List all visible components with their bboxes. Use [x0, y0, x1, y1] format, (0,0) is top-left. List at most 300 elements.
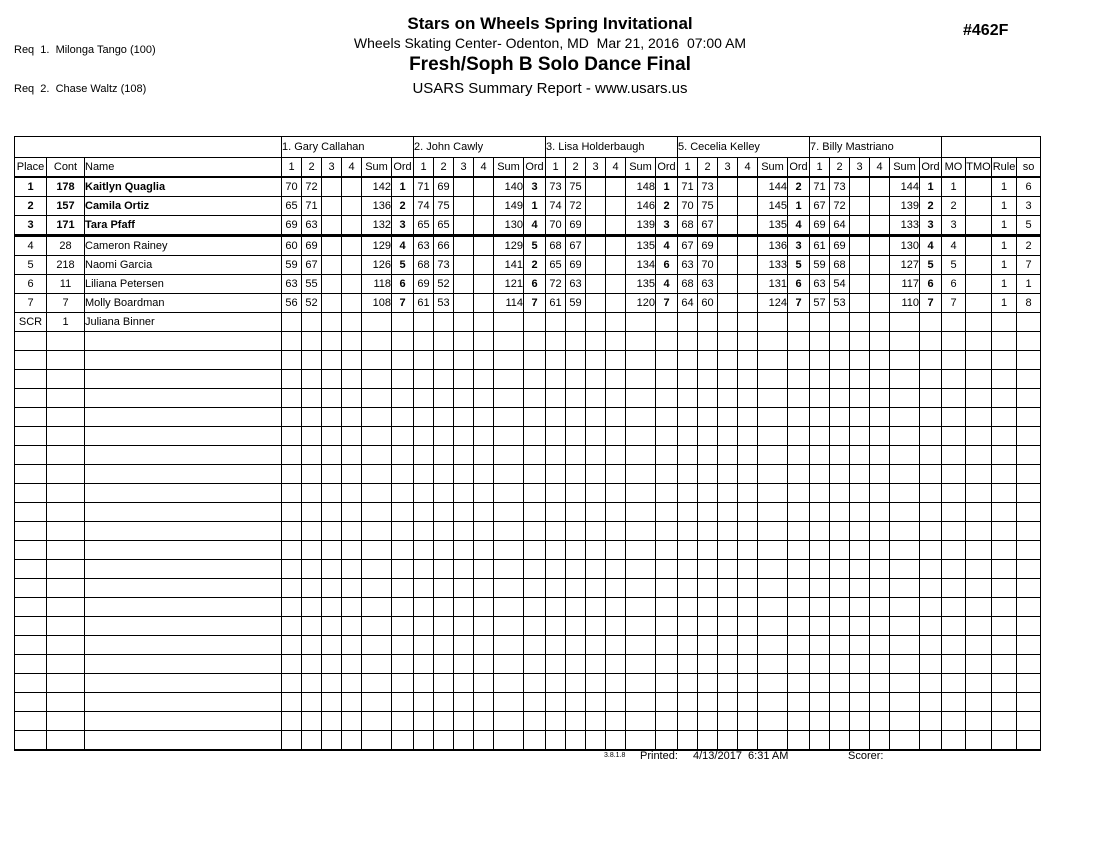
- empty-ord-cell: [788, 446, 810, 465]
- score-cell: [606, 294, 626, 313]
- empty-score-cell: [434, 731, 454, 751]
- empty-score-cell: [718, 693, 738, 712]
- mo-cell: 2: [942, 197, 966, 216]
- empty-score-cell: [830, 617, 850, 636]
- empty-score-cell: [586, 636, 606, 655]
- score-cell: [474, 313, 494, 332]
- empty-score-cell: [738, 351, 758, 370]
- empty-sum-cell: [758, 408, 788, 427]
- empty-so-cell: [1017, 674, 1041, 693]
- empty-score-cell: [342, 541, 362, 560]
- empty-sum-cell: [362, 503, 392, 522]
- score-cell: [870, 256, 890, 275]
- empty-ord-cell: [788, 351, 810, 370]
- empty-score-cell: [738, 731, 758, 751]
- col-header-judge4-ord: Ord: [788, 158, 810, 178]
- empty-score-cell: [434, 693, 454, 712]
- empty-score-cell: [342, 560, 362, 579]
- empty-rule-cell: [992, 617, 1017, 636]
- empty-ord-cell: [656, 598, 678, 617]
- empty-rule-cell: [992, 731, 1017, 751]
- empty-score-cell: [474, 693, 494, 712]
- empty-ord-cell: [920, 484, 942, 503]
- empty-sum-cell: [758, 427, 788, 446]
- ord-cell: 1: [656, 177, 678, 197]
- empty-score-cell: [342, 427, 362, 446]
- empty-score-cell: [434, 712, 454, 731]
- empty-score-cell: [698, 712, 718, 731]
- empty-sum-cell: [890, 427, 920, 446]
- score-cell: 65: [414, 216, 434, 236]
- score-cell: 67: [698, 216, 718, 236]
- score-cell: 69: [434, 177, 454, 197]
- empty-rule-cell: [992, 370, 1017, 389]
- empty-score-cell: [454, 598, 474, 617]
- empty-sum-cell: [494, 731, 524, 751]
- empty-score-cell: [870, 655, 890, 674]
- empty-rule-cell: [992, 674, 1017, 693]
- empty-ord-cell: [920, 712, 942, 731]
- empty-score-cell: [850, 636, 870, 655]
- empty-score-cell: [454, 332, 474, 351]
- empty-score-cell: [566, 408, 586, 427]
- empty-sum-cell: [758, 541, 788, 560]
- empty-score-cell: [474, 503, 494, 522]
- place-cell: 4: [15, 236, 47, 256]
- empty-score-cell: [678, 389, 698, 408]
- ord-cell: 4: [788, 216, 810, 236]
- score-cell: 63: [566, 275, 586, 294]
- empty-score-cell: [870, 332, 890, 351]
- score-cell: [718, 197, 738, 216]
- mo-cell: 7: [942, 294, 966, 313]
- empty-ord-cell: [656, 351, 678, 370]
- score-cell: 60: [698, 294, 718, 313]
- empty-ord-cell: [920, 617, 942, 636]
- empty-name-cell: [85, 579, 282, 598]
- empty-tmo-cell: [966, 351, 992, 370]
- empty-score-cell: [414, 617, 434, 636]
- empty-cont-cell: [47, 484, 85, 503]
- empty-sum-cell: [758, 579, 788, 598]
- empty-score-cell: [414, 636, 434, 655]
- rule-cell: [992, 313, 1017, 332]
- score-cell: [850, 216, 870, 236]
- ord-cell: 6: [524, 275, 546, 294]
- score-cell: 65: [546, 256, 566, 275]
- empty-ord-cell: [656, 465, 678, 484]
- empty-sum-cell: [890, 541, 920, 560]
- empty-ord-cell: [392, 617, 414, 636]
- score-cell: [586, 313, 606, 332]
- empty-sum-cell: [362, 560, 392, 579]
- empty-ord-cell: [788, 636, 810, 655]
- sum-cell: 121: [494, 275, 524, 294]
- empty-score-cell: [414, 712, 434, 731]
- empty-so-cell: [1017, 617, 1041, 636]
- empty-sum-cell: [626, 655, 656, 674]
- col-header-tmo: TMO: [966, 158, 992, 178]
- empty-score-cell: [546, 617, 566, 636]
- empty-ord-cell: [656, 636, 678, 655]
- empty-tmo-cell: [966, 484, 992, 503]
- empty-sum-cell: [362, 370, 392, 389]
- empty-mo-cell: [942, 636, 966, 655]
- ord-cell: 4: [656, 275, 678, 294]
- score-cell: [606, 197, 626, 216]
- empty-score-cell: [850, 693, 870, 712]
- empty-cont-cell: [47, 408, 85, 427]
- empty-score-cell: [586, 503, 606, 522]
- empty-ord-cell: [656, 541, 678, 560]
- empty-score-cell: [322, 579, 342, 598]
- sum-cell: 130: [494, 216, 524, 236]
- score-cell: 59: [566, 294, 586, 313]
- empty-place-cell: [15, 465, 47, 484]
- empty-score-cell: [810, 617, 830, 636]
- empty-rule-cell: [992, 446, 1017, 465]
- empty-mo-cell: [942, 446, 966, 465]
- empty-so-cell: [1017, 503, 1041, 522]
- empty-score-cell: [810, 560, 830, 579]
- empty-place-cell: [15, 522, 47, 541]
- score-cell: 70: [678, 197, 698, 216]
- empty-ord-cell: [788, 579, 810, 598]
- ord-cell: 2: [788, 177, 810, 197]
- empty-score-cell: [474, 427, 494, 446]
- empty-score-cell: [810, 541, 830, 560]
- empty-ord-cell: [920, 427, 942, 446]
- score-cell: [870, 294, 890, 313]
- empty-score-cell: [342, 693, 362, 712]
- empty-cont-cell: [47, 617, 85, 636]
- empty-sum-cell: [362, 636, 392, 655]
- empty-score-cell: [810, 579, 830, 598]
- empty-sum-cell: [494, 465, 524, 484]
- col-header-judge3-sum: Sum: [626, 158, 656, 178]
- empty-score-cell: [870, 598, 890, 617]
- empty-score-cell: [850, 427, 870, 446]
- score-cell: [718, 275, 738, 294]
- empty-score-cell: [850, 332, 870, 351]
- empty-score-cell: [810, 712, 830, 731]
- score-cell: [718, 236, 738, 256]
- score-cell: [454, 294, 474, 313]
- empty-sum-cell: [494, 370, 524, 389]
- empty-score-cell: [302, 427, 322, 446]
- col-header-judge3-1: 1: [546, 158, 566, 178]
- empty-score-cell: [454, 522, 474, 541]
- col-header-rule: Rule: [992, 158, 1017, 178]
- empty-ord-cell: [788, 408, 810, 427]
- empty-ord-cell: [920, 674, 942, 693]
- empty-score-cell: [586, 522, 606, 541]
- empty-score-cell: [302, 655, 322, 674]
- empty-score-cell: [454, 503, 474, 522]
- empty-sum-cell: [626, 731, 656, 751]
- empty-ord-cell: [656, 389, 678, 408]
- empty-sum-cell: [758, 674, 788, 693]
- score-cell: 68: [678, 275, 698, 294]
- rule-cell: 1: [992, 275, 1017, 294]
- empty-ord-cell: [392, 332, 414, 351]
- empty-sum-cell: [362, 484, 392, 503]
- score-cell: 75: [698, 197, 718, 216]
- judge-header-1: 1. Gary Callahan: [282, 137, 414, 158]
- empty-score-cell: [606, 484, 626, 503]
- empty-score-cell: [698, 579, 718, 598]
- score-cell: [870, 216, 890, 236]
- empty-score-cell: [454, 617, 474, 636]
- empty-score-cell: [322, 560, 342, 579]
- empty-score-cell: [606, 636, 626, 655]
- empty-score-cell: [870, 731, 890, 751]
- ord-cell: [788, 313, 810, 332]
- empty-score-cell: [566, 503, 586, 522]
- empty-score-cell: [322, 408, 342, 427]
- empty-score-cell: [342, 712, 362, 731]
- empty-score-cell: [718, 579, 738, 598]
- empty-score-cell: [454, 636, 474, 655]
- ord-cell: [920, 313, 942, 332]
- empty-score-cell: [678, 522, 698, 541]
- empty-score-cell: [454, 693, 474, 712]
- empty-sum-cell: [494, 408, 524, 427]
- score-cell: [474, 177, 494, 197]
- empty-score-cell: [546, 351, 566, 370]
- empty-ord-cell: [788, 693, 810, 712]
- empty-sum-cell: [758, 598, 788, 617]
- empty-cont-cell: [47, 693, 85, 712]
- empty-score-cell: [474, 598, 494, 617]
- empty-sum-cell: [626, 693, 656, 712]
- empty-score-cell: [474, 636, 494, 655]
- empty-ord-cell: [920, 389, 942, 408]
- score-cell: [850, 236, 870, 256]
- sum-cell: 130: [890, 236, 920, 256]
- empty-ord-cell: [524, 636, 546, 655]
- ord-cell: [392, 313, 414, 332]
- ord-cell: 4: [920, 236, 942, 256]
- empty-sum-cell: [626, 465, 656, 484]
- empty-place-cell: [15, 636, 47, 655]
- empty-name-cell: [85, 636, 282, 655]
- empty-score-cell: [850, 484, 870, 503]
- empty-score-cell: [606, 522, 626, 541]
- rule-cell: 1: [992, 216, 1017, 236]
- empty-cont-cell: [47, 636, 85, 655]
- empty-place-cell: [15, 731, 47, 751]
- ord-cell: 7: [788, 294, 810, 313]
- empty-score-cell: [282, 332, 302, 351]
- empty-score-cell: [830, 370, 850, 389]
- name-cell: Kaitlyn Quaglia: [85, 177, 282, 197]
- empty-sum-cell: [494, 655, 524, 674]
- empty-score-cell: [738, 617, 758, 636]
- empty-sum-cell: [758, 484, 788, 503]
- score-cell: 72: [830, 197, 850, 216]
- empty-score-cell: [282, 674, 302, 693]
- empty-so-cell: [1017, 446, 1041, 465]
- results-table: [14, 136, 1041, 751]
- empty-score-cell: [322, 655, 342, 674]
- score-cell: [322, 197, 342, 216]
- empty-ord-cell: [524, 370, 546, 389]
- empty-so-cell: [1017, 332, 1041, 351]
- empty-ord-cell: [524, 503, 546, 522]
- report-type-line: USARS Summary Report - www.usars.us: [412, 80, 688, 97]
- empty-sum-cell: [362, 712, 392, 731]
- empty-score-cell: [414, 370, 434, 389]
- empty-sum-cell: [758, 446, 788, 465]
- empty-ord-cell: [788, 617, 810, 636]
- ord-cell: [524, 313, 546, 332]
- empty-name-cell: [85, 351, 282, 370]
- empty-score-cell: [678, 503, 698, 522]
- empty-score-cell: [678, 674, 698, 693]
- empty-ord-cell: [656, 370, 678, 389]
- score-cell: 71: [414, 177, 434, 197]
- empty-score-cell: [342, 389, 362, 408]
- empty-score-cell: [850, 408, 870, 427]
- empty-score-cell: [678, 598, 698, 617]
- empty-score-cell: [850, 446, 870, 465]
- col-header-judge2-ord: Ord: [524, 158, 546, 178]
- empty-score-cell: [830, 446, 850, 465]
- empty-score-cell: [678, 560, 698, 579]
- ord-cell: 7: [524, 294, 546, 313]
- empty-ord-cell: [788, 332, 810, 351]
- sum-cell: 133: [758, 256, 788, 275]
- empty-sum-cell: [494, 674, 524, 693]
- name-cell: Tara Pfaff: [85, 216, 282, 236]
- empty-score-cell: [870, 370, 890, 389]
- score-cell: 70: [546, 216, 566, 236]
- empty-ord-cell: [788, 465, 810, 484]
- empty-sum-cell: [626, 541, 656, 560]
- place-cell: 2: [15, 197, 47, 216]
- empty-mo-cell: [942, 693, 966, 712]
- empty-sum-cell: [494, 332, 524, 351]
- rule-cell: 1: [992, 197, 1017, 216]
- empty-score-cell: [546, 598, 566, 617]
- judge-header-4: 5. Cecelia Kelley: [678, 137, 810, 158]
- score-cell: [454, 313, 474, 332]
- col-header-judge5-4: 4: [870, 158, 890, 178]
- sum-cell: 142: [362, 177, 392, 197]
- empty-sum-cell: [494, 427, 524, 446]
- empty-sum-cell: [758, 731, 788, 751]
- empty-score-cell: [302, 541, 322, 560]
- empty-score-cell: [414, 389, 434, 408]
- empty-score-cell: [586, 617, 606, 636]
- empty-score-cell: [474, 674, 494, 693]
- empty-score-cell: [810, 389, 830, 408]
- empty-rule-cell: [992, 484, 1017, 503]
- empty-score-cell: [414, 541, 434, 560]
- empty-score-cell: [678, 484, 698, 503]
- ord-cell: 2: [656, 197, 678, 216]
- empty-tmo-cell: [966, 370, 992, 389]
- empty-ord-cell: [524, 693, 546, 712]
- empty-score-cell: [434, 598, 454, 617]
- empty-score-cell: [718, 370, 738, 389]
- so-cell: 7: [1017, 256, 1041, 275]
- score-cell: [718, 256, 738, 275]
- empty-score-cell: [810, 351, 830, 370]
- empty-score-cell: [414, 522, 434, 541]
- empty-score-cell: [566, 389, 586, 408]
- empty-score-cell: [342, 484, 362, 503]
- empty-ord-cell: [920, 541, 942, 560]
- empty-score-cell: [586, 408, 606, 427]
- score-cell: 59: [282, 256, 302, 275]
- ord-cell: 7: [392, 294, 414, 313]
- empty-score-cell: [718, 389, 738, 408]
- empty-score-cell: [546, 655, 566, 674]
- empty-score-cell: [474, 389, 494, 408]
- empty-score-cell: [342, 332, 362, 351]
- empty-ord-cell: [524, 598, 546, 617]
- empty-score-cell: [830, 655, 850, 674]
- empty-so-cell: [1017, 389, 1041, 408]
- ord-cell: 4: [392, 236, 414, 256]
- sum-cell: 146: [626, 197, 656, 216]
- venue-date-line: Wheels Skating Center- Odenton, MD Mar 21, 2016 07:00 AM: [353, 35, 747, 51]
- empty-tmo-cell: [966, 636, 992, 655]
- empty-score-cell: [738, 370, 758, 389]
- empty-score-cell: [302, 712, 322, 731]
- score-cell: 69: [302, 236, 322, 256]
- empty-ord-cell: [524, 408, 546, 427]
- cont-cell: 157: [47, 197, 85, 216]
- rule-cell: 1: [992, 256, 1017, 275]
- empty-sum-cell: [362, 541, 392, 560]
- empty-score-cell: [474, 579, 494, 598]
- empty-score-cell: [678, 693, 698, 712]
- ord-cell: 3: [788, 236, 810, 256]
- empty-sum-cell: [758, 636, 788, 655]
- empty-name-cell: [85, 731, 282, 751]
- score-cell: [474, 236, 494, 256]
- score-cell: 69: [810, 216, 830, 236]
- empty-sum-cell: [626, 370, 656, 389]
- empty-score-cell: [718, 655, 738, 674]
- empty-ord-cell: [920, 655, 942, 674]
- empty-mo-cell: [942, 465, 966, 484]
- score-cell: [718, 216, 738, 236]
- ord-cell: 1: [920, 177, 942, 197]
- score-cell: [454, 177, 474, 197]
- col-header-name: Name: [85, 158, 282, 178]
- empty-cont-cell: [47, 446, 85, 465]
- empty-score-cell: [342, 446, 362, 465]
- score-cell: [586, 275, 606, 294]
- empty-score-cell: [342, 408, 362, 427]
- empty-score-cell: [850, 351, 870, 370]
- empty-score-cell: [302, 446, 322, 465]
- empty-score-cell: [606, 332, 626, 351]
- empty-ord-cell: [656, 503, 678, 522]
- empty-sum-cell: [362, 465, 392, 484]
- empty-ord-cell: [920, 446, 942, 465]
- empty-name-cell: [85, 332, 282, 351]
- score-cell: [850, 256, 870, 275]
- empty-score-cell: [678, 655, 698, 674]
- empty-sum-cell: [494, 484, 524, 503]
- empty-rule-cell: [992, 408, 1017, 427]
- empty-sum-cell: [494, 351, 524, 370]
